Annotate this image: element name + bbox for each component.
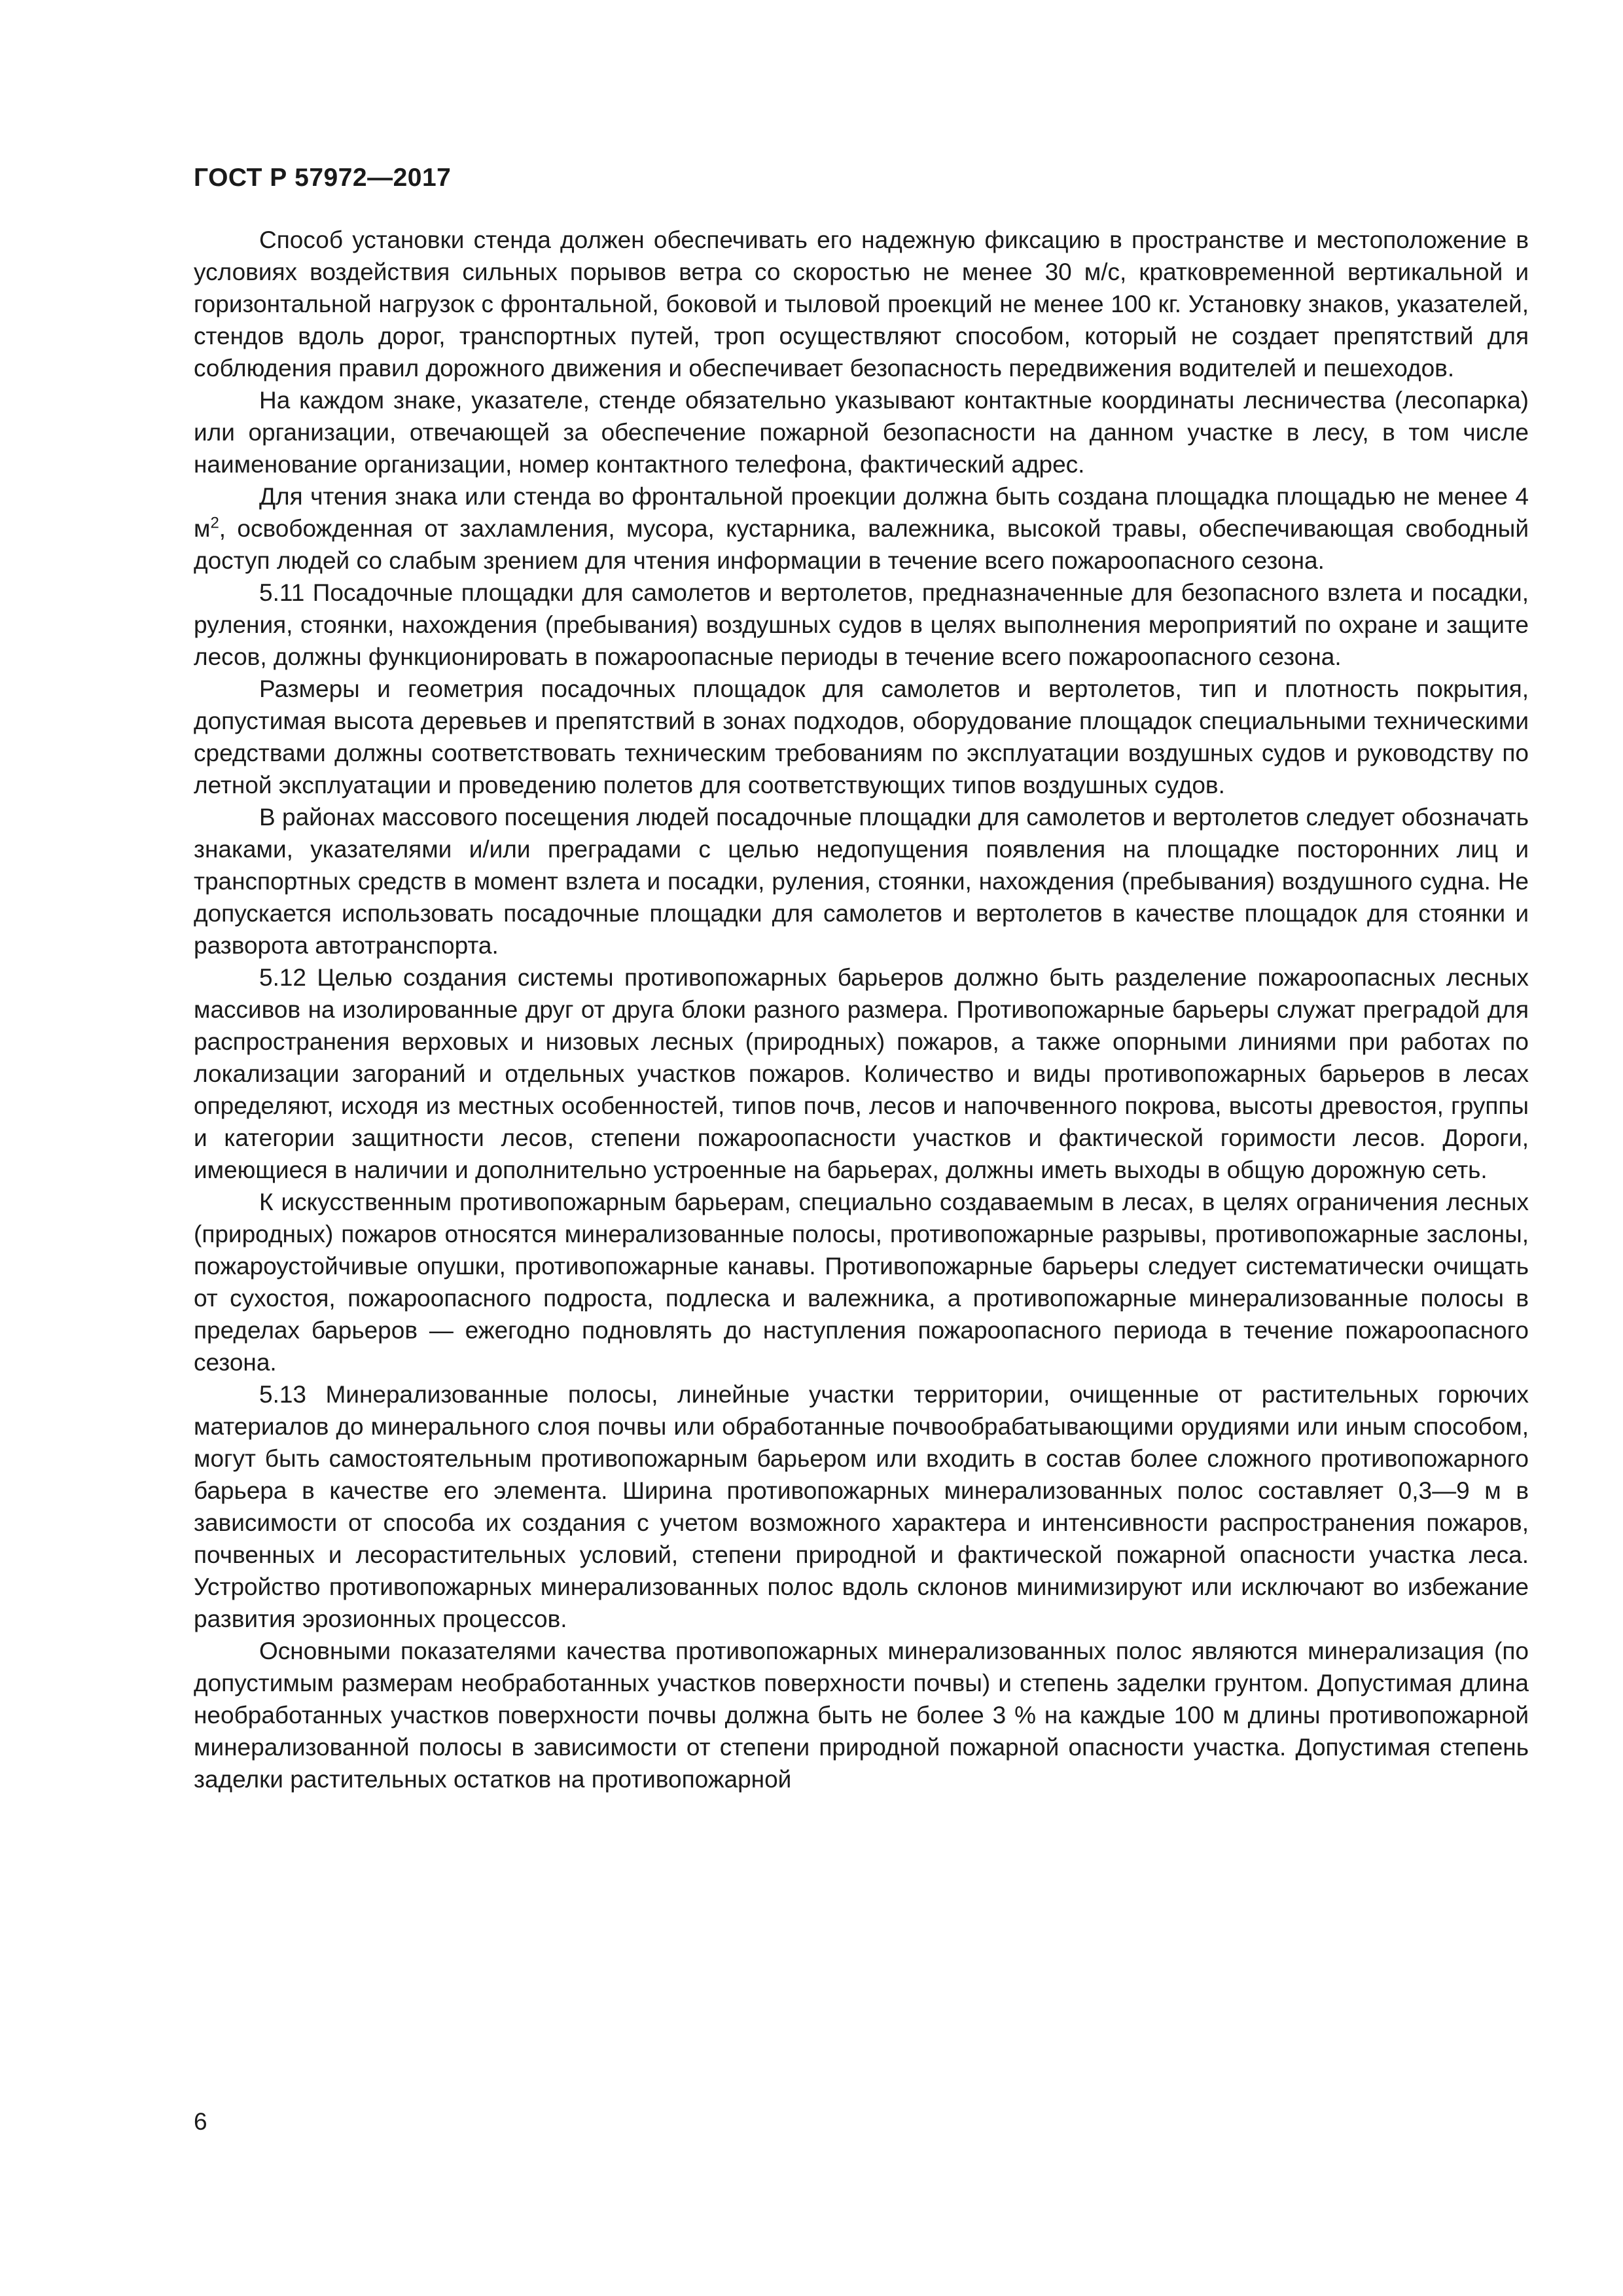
paragraph-contact-coordinates: На каждом знаке, указателе, стенде обязательно указывают контактные координаты лесничества (лесопарка) или организации, отвечающей за обеспечение пожарной безопасности на данном участке в лесу, в том числе наименование организации, номер контактного телефона, фактический адрес. — [194, 387, 1529, 478]
standard-designation: ГОСТ Р 57972—2017 — [194, 164, 452, 192]
paragraph-artificial-barriers: К искусственным противопожарным барьерам, специально создаваемым в лесах, в целях ограничения лесных (природных) пожаров относятся минерализованные полосы, противопожарные разрывы, противопожарные заслоны, пожароустойчивые опушки, противопожарные канавы. Противопожарные барьеры следует систематически очищать от сухостоя, пожароопасного подроста, подлеска и валежника, а противопожарные минерализованные полосы в пределах барьеров — ежегодно подновлять до наступления пожароопасного периода в течение пожароопасного сезона. — [194, 1189, 1529, 1376]
paragraph-landing-site-marking: В районах массового посещения людей посадочные площадки для самолетов и вертолетов следует обозначать знаками, указателями и/или преградами с целью недопущения появления на площадке посторонних лиц и транспортных средств в момент взлета и посадки, руления, стоянки, нахождения (пребывания) воздушного судна. Не допускается использовать посадочные площадки для самолетов и вертолетов в качестве площадок для стоянки и разворота автотранспорта. — [194, 804, 1529, 959]
square-meter-superscript: 2 — [210, 514, 219, 532]
paragraph-landing-site-geometry: Размеры и геометрия посадочных площадок для самолетов и вертолетов, тип и плотность покрытия, допустимая высота деревьев и препятствий в зонах подходов, оборудование площадок специальными техническими средствами должны соответствовать техническим требованиям по эксплуатации воздушных судов и руководству по летной эксплуатации и проведению полетов для соответствующих типов воздушных судов. — [194, 675, 1529, 798]
reading-platform-text-start: Для чтения знака или стенда во фронтальной проекции должна быть создана площадка площадью не менее 4 м — [194, 483, 1529, 542]
paragraph-clause-5-11: 5.11 Посадочные площадки для самолетов и вертолетов, предназначенные для безопасного взлета и посадки, руления, стоянки, нахождения (пребывания) воздушных судов в целях выполнения мероприятий по охране и защите лесов, должны функционировать в пожароопасные периоды в течение всего пожароопасного сезона. — [194, 579, 1529, 670]
paragraph-clause-5-12: 5.12 Целью создания системы противопожарных барьеров должно быть разделение пожароопасных лесных массивов на изолированные друг от друга блоки разного размера. Противопожарные барьеры служат преградой для распространения верховых и низовых лесных (природных) пожаров, а также опорными линиями при работах по локализации загораний и отдельных участков пожаров. Количество и виды противопожарных барьеров в лесах определяют, исходя из местных особенностей, типов почв, лесов и напочвенного покрова, высоты древостоя, группы и категории защитности лесов, степени пожароопасности участков и фактической горимости лесов. Дороги, имеющиеся в наличии и дополнительно устроенные на барьерах, должны иметь выходы в общую дорожную сеть. — [194, 964, 1529, 1183]
document-body — [194, 224, 1529, 1795]
paragraph-clause-5-13: 5.13 Минерализованные полосы, линейные участки территории, очищенные от растительных горючих материалов до минерального слоя почвы или обработанные почвообрабатывающими орудиями или иным способом, могут быть самостоятельным противопожарным барьером или входить в состав более сложного противопожарного барьера в качестве его элемента. Ширина противопожарных минерализованных полос составляет 0,3—9 м в зависимости от способа их создания с учетом возможного характера и интенсивности распространения пожаров, почвенных и лесорастительных условий, степени природной и фактической пожарной опасности участка леса. Устройство противопожарных минерализованных полос вдоль склонов минимизируют или исключают во избежание развития эрозионных процессов. — [194, 1381, 1529, 1632]
paragraph-stand-installation: Способ установки стенда должен обеспечивать его надежную фиксацию в пространстве и местоположение в условиях воздействия сильных порывов ветра со скоростью не менее 30 м/с, кратковременной вертикальной и горизонтальной нагрузок с фронтальной, боковой и тыловой проекций не менее 100 кг. Установку знаков, указателей, стендов вдоль дорог, транспортных путей, троп осуществляют способом, который не создает препятствий для соблюдения правил дорожного движения и обеспечивает безопасность передвижения водителей и пешеходов. — [194, 226, 1529, 382]
page-number: 6 — [194, 2108, 207, 2135]
paragraph-reading-platform — [194, 480, 1529, 577]
reading-platform-text-end: , освобожденная от захламления, мусора, кустарника, валежника, высокой травы, обеспечивающая свободный доступ людей со слабым зрением для чтения информации в течение всего пожароопасного сезона. — [194, 515, 1529, 574]
paragraph-quality-indicators: Основными показателями качества противопожарных минерализованных полос являются минерализация (по допустимым размерам необработанных участков поверхности почвы) и степень заделки грунтом. Допустимая длина необработанных участков поверхности почвы должна быть не более 3 % на каждые 100 м длины противопожарной минерализованной полосы в зависимости от степени природной пожарной опасности участка. Допустимая степень заделки растительных остатков на противопожарной — [194, 1638, 1529, 1793]
